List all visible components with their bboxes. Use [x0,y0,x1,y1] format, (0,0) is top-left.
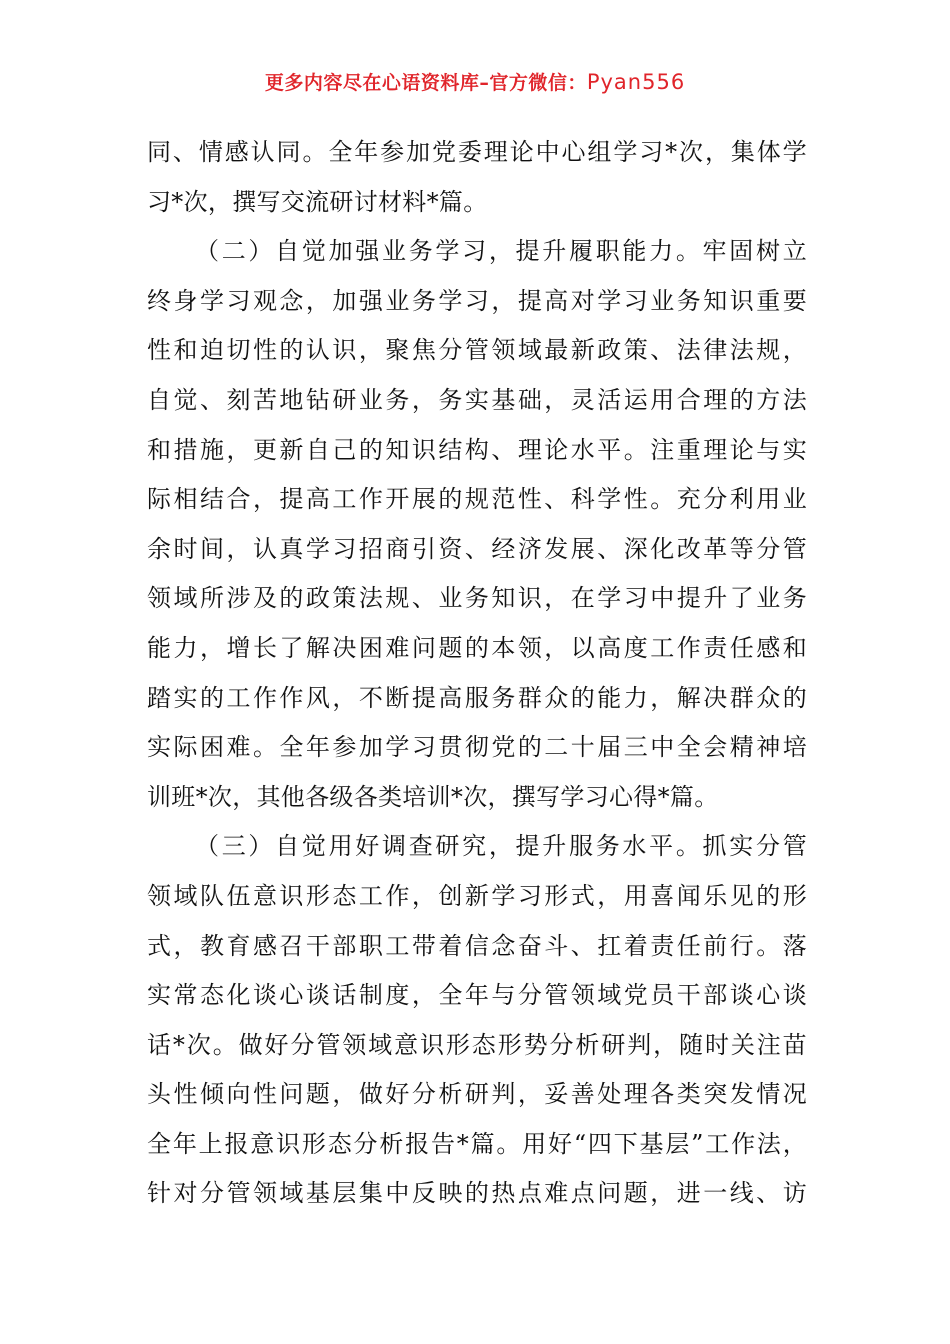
text-line: 同、情感认同。全年参加党委理论中心组学习*次，集体学 [147,138,807,166]
text-line: 领域所涉及的政策法规、业务知识，在学习中提升了业务 [147,584,807,613]
text-line: 话*次。做好分管领域意识形态形势分析研判，随时关注苗 [147,1030,807,1059]
text-line: 余时间，认真学习招商引资、经济发展、深化改革等分管 [147,534,807,563]
text-line: 头性倾向性问题，做好分析研判，妥善处理各类突发情况 [147,1080,807,1109]
text-line: 性和迫切性的认识，聚焦分管领域最新政策、法律法规， [147,336,807,365]
text-line: 全年上报意识形态分析报告*篇。用好“四下基层”工作法， [147,1129,807,1158]
text-line: 和措施，更新自己的知识结构、理论水平。注重理论与实 [147,435,807,464]
text-line: 自觉、刻苦地钻研业务，务实基础，灵活运用合理的方法 [147,385,807,414]
watermark-header [0,68,950,95]
text-line: 训班*次，其他各级各类培训*次，撰写学习心得*篇。 [147,782,719,811]
text-line: 际相结合，提高工作开展的规范性、科学性。充分利用业 [147,485,807,514]
text-line: 习*次，撰写交流研讨材料*篇。 [147,187,488,216]
text-line: 踏实的工作作风，不断提高服务群众的能力，解决群众的 [147,683,807,712]
paragraph-heading-line: （三）自觉用好调查研究，提升服务水平。抓实分管 [195,832,807,861]
text-line: 式，教育感召干部职工带着信念奋斗、扛着责任前行。落 [147,931,807,960]
text-line: 领域队伍意识形态工作，创新学习形式，用喜闻乐见的形 [147,881,807,910]
header-title: 更多内容尽在心语资料库–官方微信： [264,72,587,94]
wechat-id: Pyan556 [586,70,686,94]
text-line: 针对分管领域基层集中反映的热点难点问题，进一线、访 [147,1179,807,1208]
paragraph-heading-line: （二）自觉加强业务学习，提升履职能力。牢固树立 [195,237,807,266]
text-line: 实常态化谈心谈话制度，全年与分管领域党员干部谈心谈 [147,981,807,1010]
text-line: 实际困难。全年参加学习贯彻党的二十届三中全会精神培 [147,733,807,762]
document-body [147,128,807,1219]
text-line: 能力，增长了解决困难问题的本领，以高度工作责任感和 [147,633,807,662]
text-line: 终身学习观念，加强业务学习，提高对学习业务知识重要 [147,286,807,315]
